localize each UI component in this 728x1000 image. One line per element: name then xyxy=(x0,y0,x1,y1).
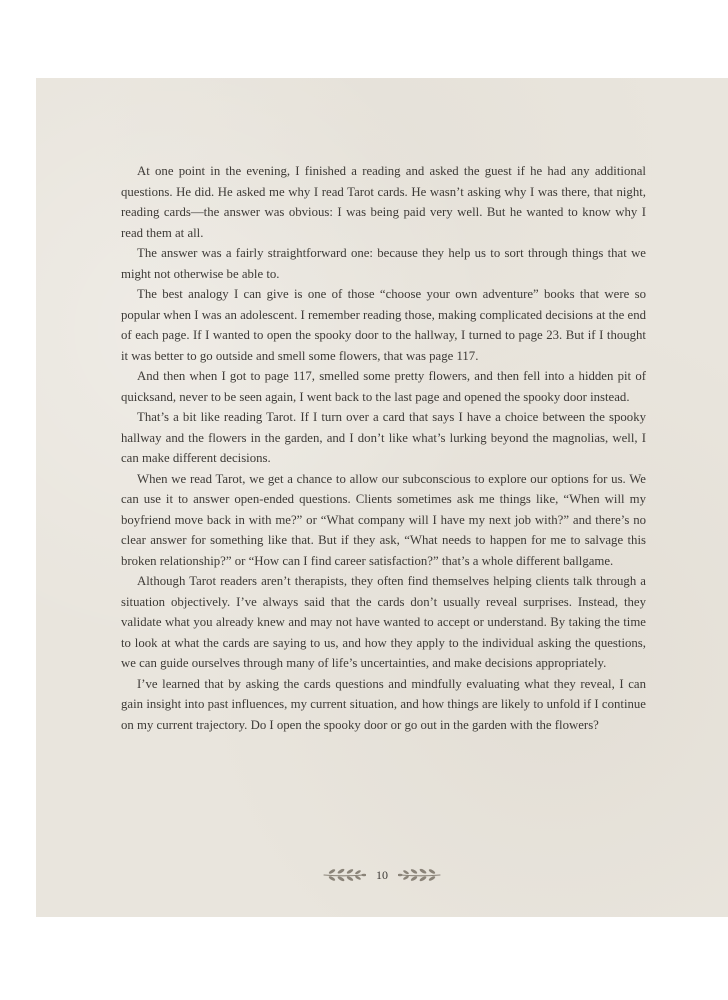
paragraph: And then when I got to page 117, smelled some pretty flowers, and then fell into a hidden pit of quicksand, never to be seen again, I went back to the last page and opened the spooky door instead. xyxy=(121,369,646,404)
paragraph: When we read Tarot, we get a chance to allow our subconscious to explore our options for us. We can use it to answer open-ended questions. Clients sometimes ask me things like, “When will my boyfriend move back in with me?” or “What company will I have my next job with?” and there’s no clear answer for something like that. But if they ask, “What needs to happen for me to salvage this broken relationship?” or “How can I find career satisfaction?” that’s a whole different ballgame. xyxy=(121,471,646,568)
laurel-sprig-icon xyxy=(322,866,366,884)
paragraph: At one point in the evening, I finished a reading and asked the guest if he had any additional questions. He did. He asked me why I read Tarot cards. He wasn’t asking why I was there, that night, reading cards—the answer was obvious: I was being paid very well. But he wanted to know why I read them at all. xyxy=(121,164,646,240)
paragraph: The answer was a fairly straightforward one: because they help us to sort through things that we might not otherwise be able to. xyxy=(121,246,646,281)
paragraph: That’s a bit like reading Tarot. If I turn over a card that says I have a choice between the spooky hallway and the flowers in the garden, and I don’t like what’s lurking beyond the magnolias, well, I can make different decisions. xyxy=(121,410,646,465)
paragraph: The best analogy I can give is one of those “choose your own adventure” books that were so popular when I was an adolescent. I remember reading those, making complicated decisions at the end of each page. If I wanted to open the spooky door to the hallway, I turned to page 23. But if I thought it was better to go outside and smell some flowers, that was page 117. xyxy=(121,287,646,363)
page-number: 10 xyxy=(376,867,388,882)
book-page xyxy=(36,78,728,917)
paragraph: I’ve learned that by asking the cards questions and mindfully evaluating what they reveal, I can gain insight into past influences, my current situation, and how things are likely to unfold if I continue on my current trajectory. Do I open the spooky door or go out in the garden with the flowers? xyxy=(121,676,646,732)
body-text xyxy=(121,161,646,735)
paragraph: Although Tarot readers aren’t therapists, they often find themselves helping clients talk through a situation objectively. I’ve always said that the cards don’t usually reveal surprises. Instead, they validate what you already knew and may not have wanted to accept or understand. By taking the time to look at what the cards are saying to us, and how they apply to the individual asking the questions, we can guide ourselves through many of life’s uncertainties, and make decisions appropriately. xyxy=(121,574,646,670)
laurel-sprig-icon xyxy=(398,866,442,884)
page-footer xyxy=(36,864,728,886)
